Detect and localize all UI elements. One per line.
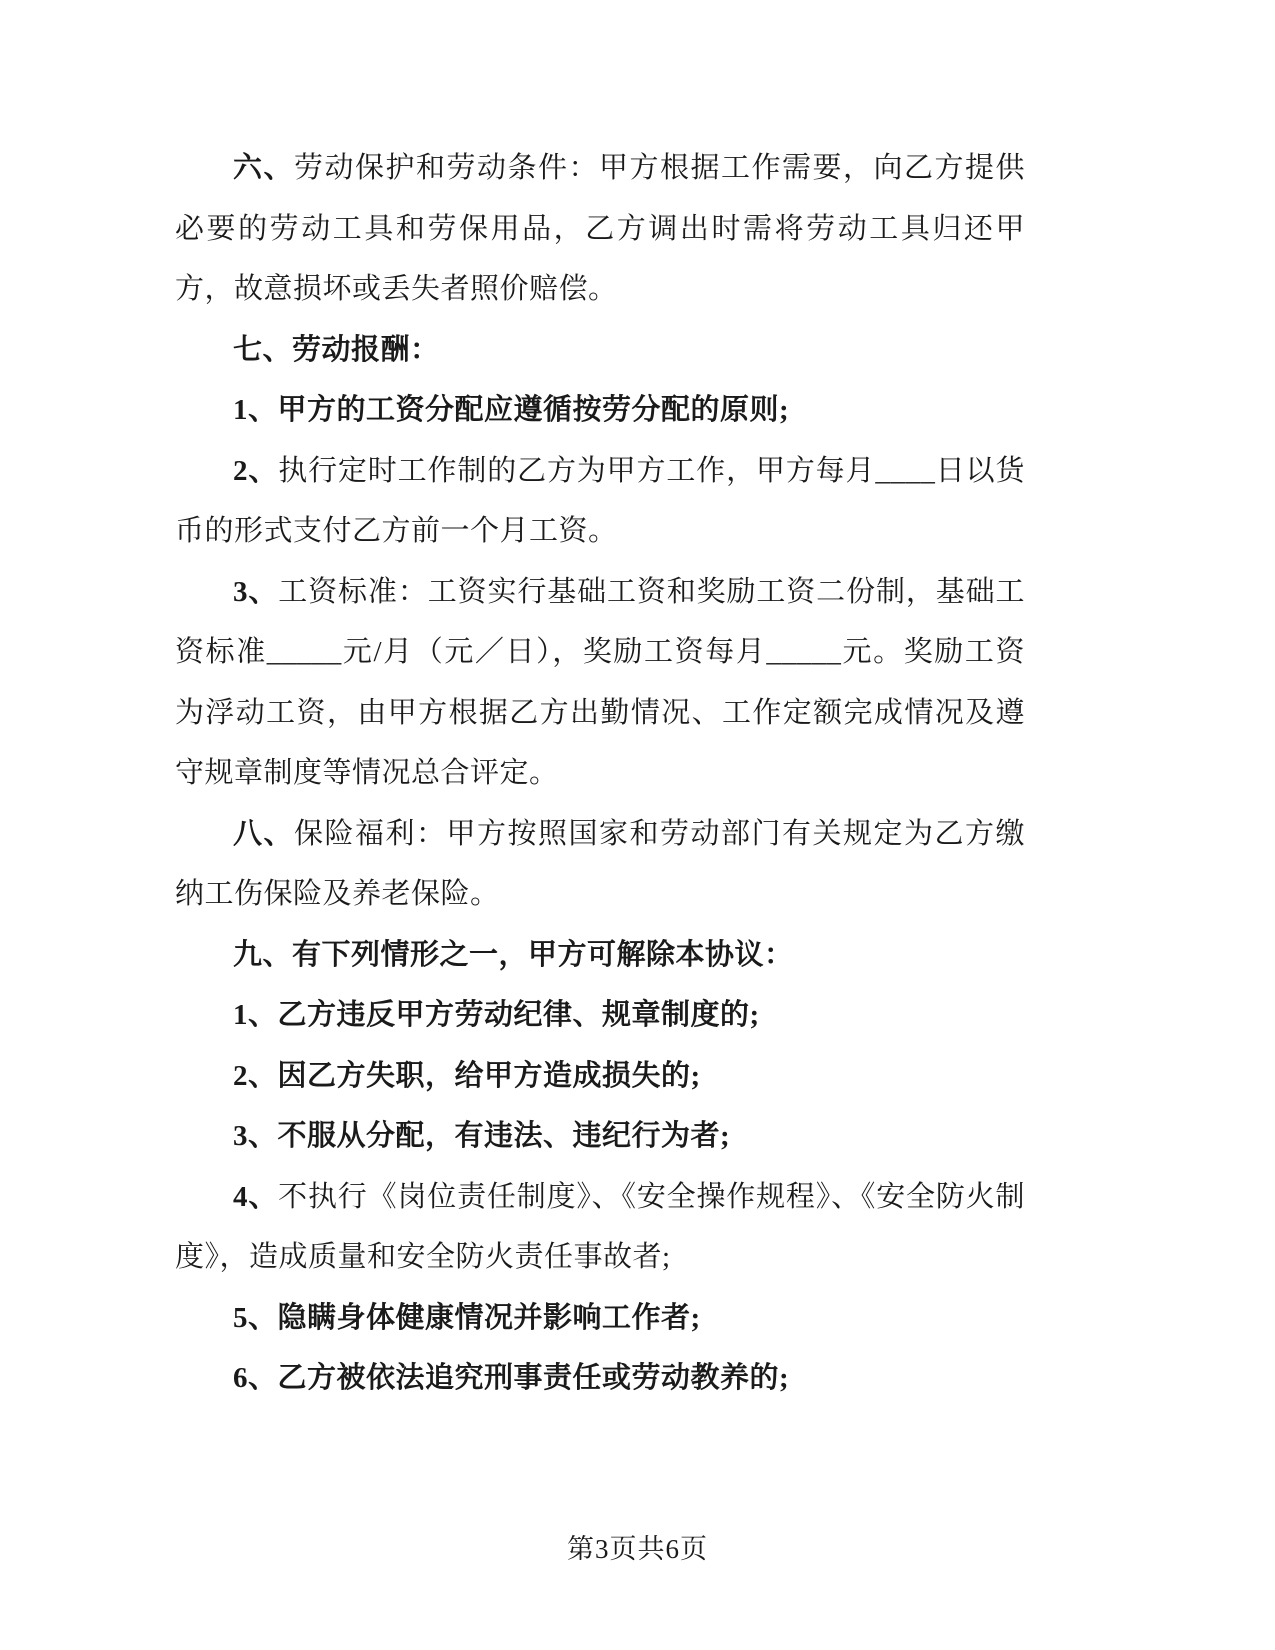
text-segment: 3、 xyxy=(233,575,279,608)
paragraph xyxy=(175,138,1025,320)
paragraph xyxy=(175,1106,1025,1167)
text-segment: 九、有下列情形之一，甲方可解除本协议： xyxy=(233,938,794,971)
text-segment: 执行定时工作制的乙方为甲方工作，甲方每月____日以货币的形式支付乙方前一个月工资。 xyxy=(175,454,1025,547)
text-segment: 3、不服从分配，有违法、违纪行为者; xyxy=(233,1120,731,1152)
text-segment: 4、 xyxy=(233,1180,279,1213)
paragraph xyxy=(175,804,1025,925)
paragraph xyxy=(175,1167,1025,1288)
paragraph xyxy=(175,562,1025,804)
text-segment: 5、隐瞒身体健康情况并影响工作者; xyxy=(233,1301,701,1334)
text-segment: 1、甲方的工资分配应遵循按劳分配的原则; xyxy=(233,394,790,426)
document-body xyxy=(175,138,1025,1409)
text-segment: 七、劳动报酬： xyxy=(233,333,440,366)
text-segment: 不执行《岗位责任制度》、《安全操作规程》、《安全防火制度》，造成质量和安全防火责任事故者; xyxy=(175,1180,1025,1273)
text-segment: 1、乙方违反甲方劳动纪律、规章制度的; xyxy=(233,999,760,1031)
paragraph xyxy=(175,380,1025,441)
text-segment: 六、 xyxy=(233,152,294,184)
text-segment: 工资标准：工资实行基础工资和奖励工资二份制，基础工资标准_____元/月（元／日），奖励工资每月_____元。奖励工资为浮动工资，由甲方根据乙方出勤情况、工作定额完成情况及遵守规章制度等情况总合评定。 xyxy=(175,575,1025,789)
text-segment: 6、乙方被依法追究刑事责任或劳动教养的; xyxy=(233,1362,790,1394)
text-segment: 八、 xyxy=(233,817,294,850)
page-number-footer: 第3页共6页 xyxy=(567,1534,708,1564)
text-segment: 2、因乙方失职，给甲方造成损失的; xyxy=(233,1059,701,1092)
paragraph xyxy=(175,441,1025,562)
paragraph xyxy=(175,320,1025,381)
paragraph xyxy=(175,985,1025,1046)
text-segment: 保险福利：甲方按照国家和劳动部门有关规定为乙方缴纳工伤保险及养老保险。 xyxy=(175,817,1025,910)
paragraph xyxy=(175,1288,1025,1349)
paragraph xyxy=(175,1046,1025,1107)
paragraph xyxy=(175,925,1025,986)
paragraph xyxy=(175,1348,1025,1409)
text-segment: 劳动保护和劳动条件：甲方根据工作需要，向乙方提供必要的劳动工具和劳保用品，乙方调出时需将劳动工具归还甲方，故意损坏或丢失者照价赔偿。 xyxy=(175,152,1025,305)
text-segment: 2、 xyxy=(233,454,279,487)
